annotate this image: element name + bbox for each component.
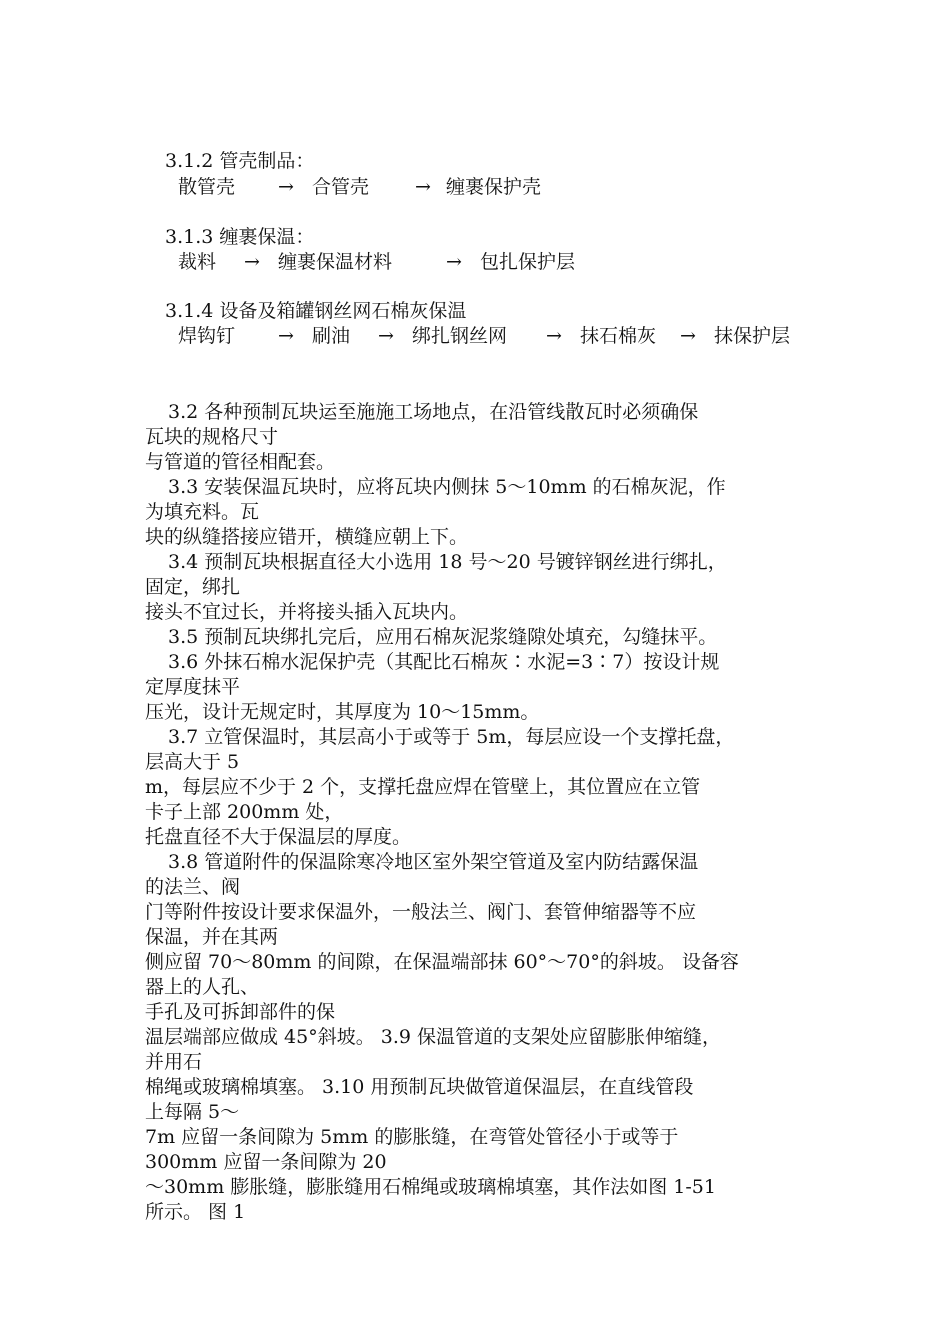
arrow-right-icon: → [244,251,260,273]
para-3-10-line: 300mm 应留一条间隙为 20 [145,1151,387,1173]
arrow-right-icon: → [278,176,294,198]
para-3-8-line: 侧应留 70～80mm 的间隙，在保温端部抹 60°～70°的斜坡。 设备容 [145,951,739,973]
para-3-8-line: 手孔及可拆卸部件的保 [145,1001,336,1023]
para-3-2-line: 与管道的管径相配套。 [145,451,336,473]
para-3-4-line: 固定，绑扎 [145,576,241,598]
section-3-1-2-title: 3.1.2 管壳制品： [165,150,315,172]
para-3-9-line: 温层端部应做成 45°斜坡。 3.9 保温管道的支架处应留膨胀伸缩缝， [145,1026,722,1048]
flow-step: 缠裹保护壳 [446,176,542,198]
para-3-5-line: 3.5 预制瓦块绑扎完后，应用石棉灰泥浆缝隙处填充，勾缝抹平。 [168,626,718,648]
para-3-4-line: 接头不宜过长，并将接头插入瓦块内。 [145,601,469,623]
para-3-8-line: 保温，并在其两 [145,926,279,948]
arrow-right-icon: → [546,325,562,347]
para-3-10-line: 所示。 图 1 [145,1201,246,1223]
para-3-9-line: 并用石 [145,1051,203,1073]
arrow-right-icon: → [278,325,294,347]
para-3-7-line: 层高大于 5 [145,751,240,773]
para-3-8-line: 器上的人孔、 [145,976,260,998]
para-3-7-line: 卡子上部 200mm 处， [145,801,344,823]
flow-step: 合管壳 [312,176,370,198]
para-3-2-line: 3.2 各种预制瓦块运至施施工场地点，在沿管线散瓦时必须确保 [168,401,699,423]
arrow-right-icon: → [680,325,696,347]
flow-step: 绑扎钢丝网 [412,325,508,347]
para-3-7-line: m，每层应不少于 2 个，支撑托盘应焊在管壁上，其位置应在立管 [145,776,701,798]
para-3-7-line: 托盘直径不大于保温层的厚度。 [145,826,412,848]
para-3-3-line: 3.3 安装保温瓦块时，应将瓦块内侧抹 5～10mm 的石棉灰泥，作 [168,476,726,498]
section-3-1-3-title: 3.1.3 缠裹保温： [165,226,315,248]
section-3-1-4-title: 3.1.4 设备及箱罐钢丝网石棉灰保温 [165,300,467,322]
flow-step: 抹保护层 [714,325,791,347]
para-3-10-line: ～30mm 膨胀缝，膨胀缝用石棉绳或玻璃棉填塞，其作法如图 1-51 [145,1176,716,1198]
flow-step: 缠裹保温材料 [278,251,393,273]
flow-step: 抹石棉灰 [580,325,657,347]
para-3-8-line: 3.8 管道附件的保温除寒冷地区室外架空管道及室内防结露保温 [168,851,699,873]
flow-step: 包扎保护层 [480,251,576,273]
para-3-3-line: 块的纵缝搭接应错开，横缝应朝上下。 [145,526,469,548]
para-3-6-line: 3.6 外抹石棉水泥保护壳（其配比石棉灰∶水泥=3∶7）按设计规 [168,651,720,673]
para-3-10-line: 棉绳或玻璃棉填塞。 3.10 用预制瓦块做管道保温层，在直线管段 [145,1076,694,1098]
para-3-10-line: 上每隔 5～ [145,1101,240,1123]
flow-step: 裁料 [178,251,217,273]
para-3-8-line: 的法兰、阀 [145,876,241,898]
para-3-6-line: 定厚度抹平 [145,676,241,698]
para-3-2-line: 瓦块的规格尺寸 [145,426,279,448]
para-3-6-line: 压光，设计无规定时，其厚度为 10～15mm。 [145,701,540,723]
flow-step: 刷油 [312,325,351,347]
arrow-right-icon: → [446,251,462,273]
para-3-8-line: 门等附件按设计要求保温外，一般法兰、阀门、套管伸缩器等不应 [145,901,697,923]
flow-step: 散管壳 [178,176,236,198]
para-3-10-line: 7m 应留一条间隙为 5mm 的膨胀缝，在弯管处管径小于或等于 [145,1126,679,1148]
arrow-right-icon: → [415,176,431,198]
para-3-7-line: 3.7 立管保温时，其层高小于或等于 5m，每层应设一个支撑托盘， [168,726,735,748]
para-3-3-line: 为填充料。瓦 [145,501,260,523]
para-3-4-line: 3.4 预制瓦块根据直径大小选用 18 号～20 号镀锌钢丝进行绑扎， [168,551,727,573]
flow-step: 焊钩钉 [178,325,236,347]
arrow-right-icon: → [378,325,394,347]
